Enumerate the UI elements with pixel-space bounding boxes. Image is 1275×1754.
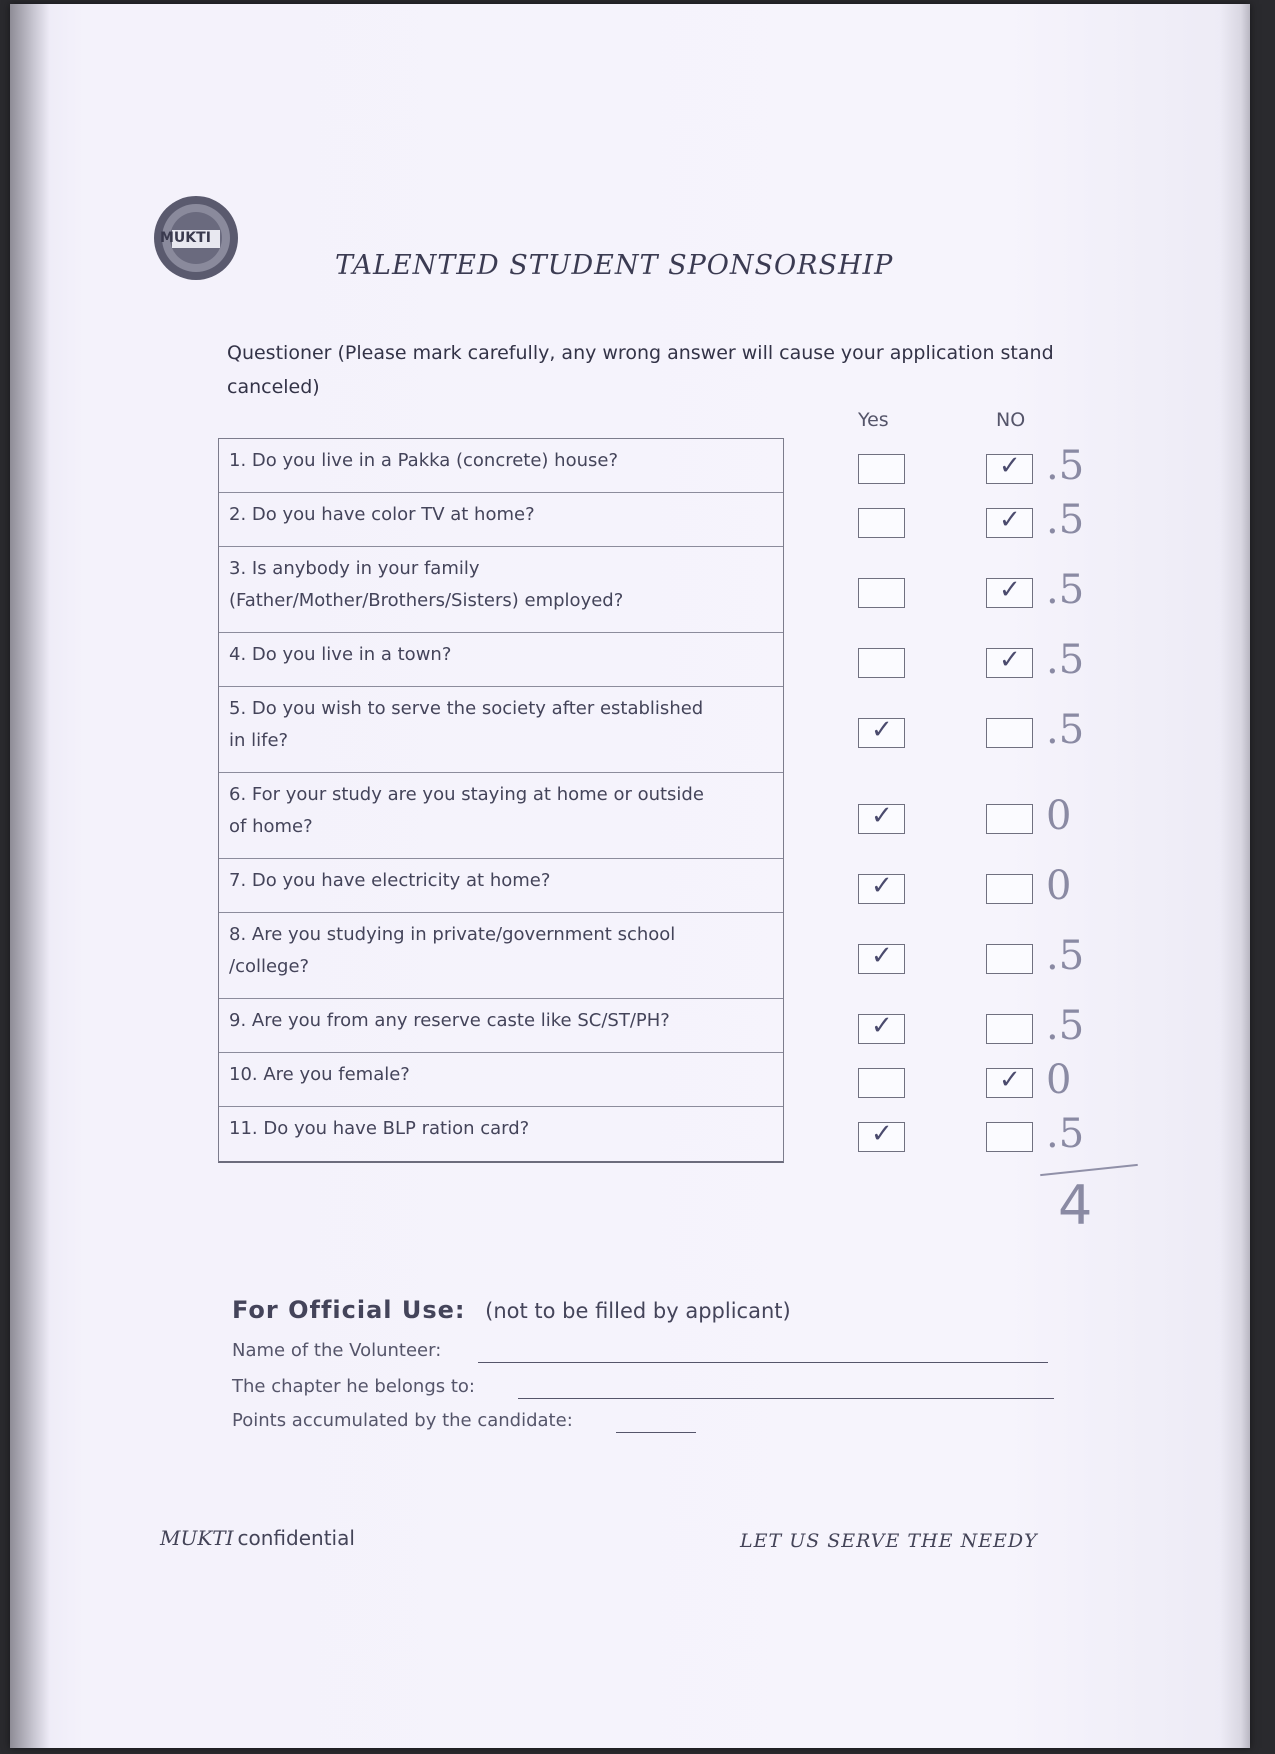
question-text-continued: /college? xyxy=(229,956,310,977)
chapter-field[interactable] xyxy=(518,1398,1054,1399)
handwritten-score: .5 xyxy=(1046,443,1085,489)
points-label: Points accumulated by the candidate: xyxy=(232,1410,573,1431)
question-text: 10. Are you female? xyxy=(229,1064,410,1085)
question-text-continued: (Father/Mother/Brothers/Sisters) employed? xyxy=(229,590,624,611)
handwritten-score: .5 xyxy=(1046,933,1085,979)
question-row xyxy=(219,1053,783,1107)
no-checkbox[interactable] xyxy=(986,874,1033,904)
instructions: Questioner (Please mark carefully, any wrong answer will cause your application stand canceled) xyxy=(227,342,1054,398)
form-page xyxy=(10,4,1250,1748)
yes-checkbox[interactable] xyxy=(858,944,905,974)
yes-checkbox[interactable] xyxy=(858,508,905,538)
yes-checkbox[interactable] xyxy=(858,1122,905,1152)
question-text: 8. Are you studying in private/government school xyxy=(229,924,676,945)
volunteer-name-field[interactable] xyxy=(478,1362,1048,1363)
form-title: TALENTED STUDENT SPONSORSHIP xyxy=(335,250,894,281)
footer-motto: LET US SERVE THE NEEDY xyxy=(740,1530,1038,1552)
no-checkbox[interactable] xyxy=(986,1014,1033,1044)
question-row xyxy=(219,493,783,547)
no-checkbox[interactable] xyxy=(986,804,1033,834)
no-checkbox[interactable] xyxy=(986,454,1033,484)
handwritten-score: 0 xyxy=(1046,1057,1072,1103)
yes-checkbox[interactable] xyxy=(858,874,905,904)
question-text: 9. Are you from any reserve caste like SC/ST/PH? xyxy=(229,1010,670,1031)
total-score: 4 xyxy=(1058,1174,1093,1237)
yes-checkbox[interactable] xyxy=(858,578,905,608)
no-checkbox[interactable] xyxy=(986,1122,1033,1152)
points-field[interactable] xyxy=(616,1432,696,1433)
logo-lettering: MUKTI xyxy=(160,230,211,246)
yes-checkbox[interactable] xyxy=(858,718,905,748)
official-use-label: For Official Use: xyxy=(232,1296,466,1324)
yes-checkbox[interactable] xyxy=(858,804,905,834)
no-checkbox[interactable] xyxy=(986,718,1033,748)
questionnaire-table xyxy=(218,438,784,1163)
question-row xyxy=(219,633,783,687)
question-text: 5. Do you wish to serve the society after established xyxy=(229,698,704,719)
no-checkbox[interactable] xyxy=(986,648,1033,678)
question-row xyxy=(219,547,783,633)
page-edge-shadow xyxy=(10,4,50,1748)
handwritten-score: .5 xyxy=(1046,1003,1085,1049)
yes-checkbox[interactable] xyxy=(858,1068,905,1098)
question-text: 1. Do you live in a Pakka (concrete) house? xyxy=(229,450,619,471)
no-checkbox[interactable] xyxy=(986,508,1033,538)
question-text-continued: in life? xyxy=(229,730,289,751)
question-row xyxy=(219,439,783,493)
no-checkbox[interactable] xyxy=(986,1068,1033,1098)
no-checkbox[interactable] xyxy=(986,578,1033,608)
footer-brand: MUKTI xyxy=(160,1526,234,1550)
handwritten-score: 0 xyxy=(1046,863,1072,909)
question-row xyxy=(219,1107,783,1161)
question-text: 11. Do you have BLP ration card? xyxy=(229,1118,530,1139)
question-row xyxy=(219,859,783,913)
question-row xyxy=(219,687,783,773)
handwritten-score: .5 xyxy=(1046,497,1085,543)
yes-column-header: Yes xyxy=(858,409,889,431)
question-text: 4. Do you live in a town? xyxy=(229,644,452,665)
handwritten-score: 0 xyxy=(1046,793,1072,839)
handwritten-score: .5 xyxy=(1046,707,1085,753)
question-text: 7. Do you have electricity at home? xyxy=(229,870,551,891)
yes-checkbox[interactable] xyxy=(858,1014,905,1044)
yes-checkbox[interactable] xyxy=(858,454,905,484)
handwritten-score: .5 xyxy=(1046,1111,1085,1157)
no-column-header: NO xyxy=(996,409,1026,431)
official-use-heading xyxy=(232,1296,791,1324)
question-text-continued: of home? xyxy=(229,816,313,837)
footer-confidential-text: confidential xyxy=(237,1526,355,1550)
question-text: 6. For your study are you staying at home or outside xyxy=(229,784,704,805)
official-use-note: (not to be filled by applicant) xyxy=(485,1299,791,1323)
volunteer-name-label: Name of the Volunteer: xyxy=(232,1340,442,1361)
page-edge-shadow-right xyxy=(1220,4,1250,1748)
question-text: 3. Is anybody in your family xyxy=(229,558,480,579)
question-row xyxy=(219,913,783,999)
question-row xyxy=(219,999,783,1053)
chapter-label: The chapter he belongs to: xyxy=(232,1376,475,1397)
handwritten-score: .5 xyxy=(1046,567,1085,613)
handwritten-score: .5 xyxy=(1046,637,1085,683)
no-checkbox[interactable] xyxy=(986,944,1033,974)
question-row xyxy=(219,773,783,859)
footer-confidential xyxy=(160,1526,355,1550)
question-text: 2. Do you have color TV at home? xyxy=(229,504,535,525)
yes-checkbox[interactable] xyxy=(858,648,905,678)
